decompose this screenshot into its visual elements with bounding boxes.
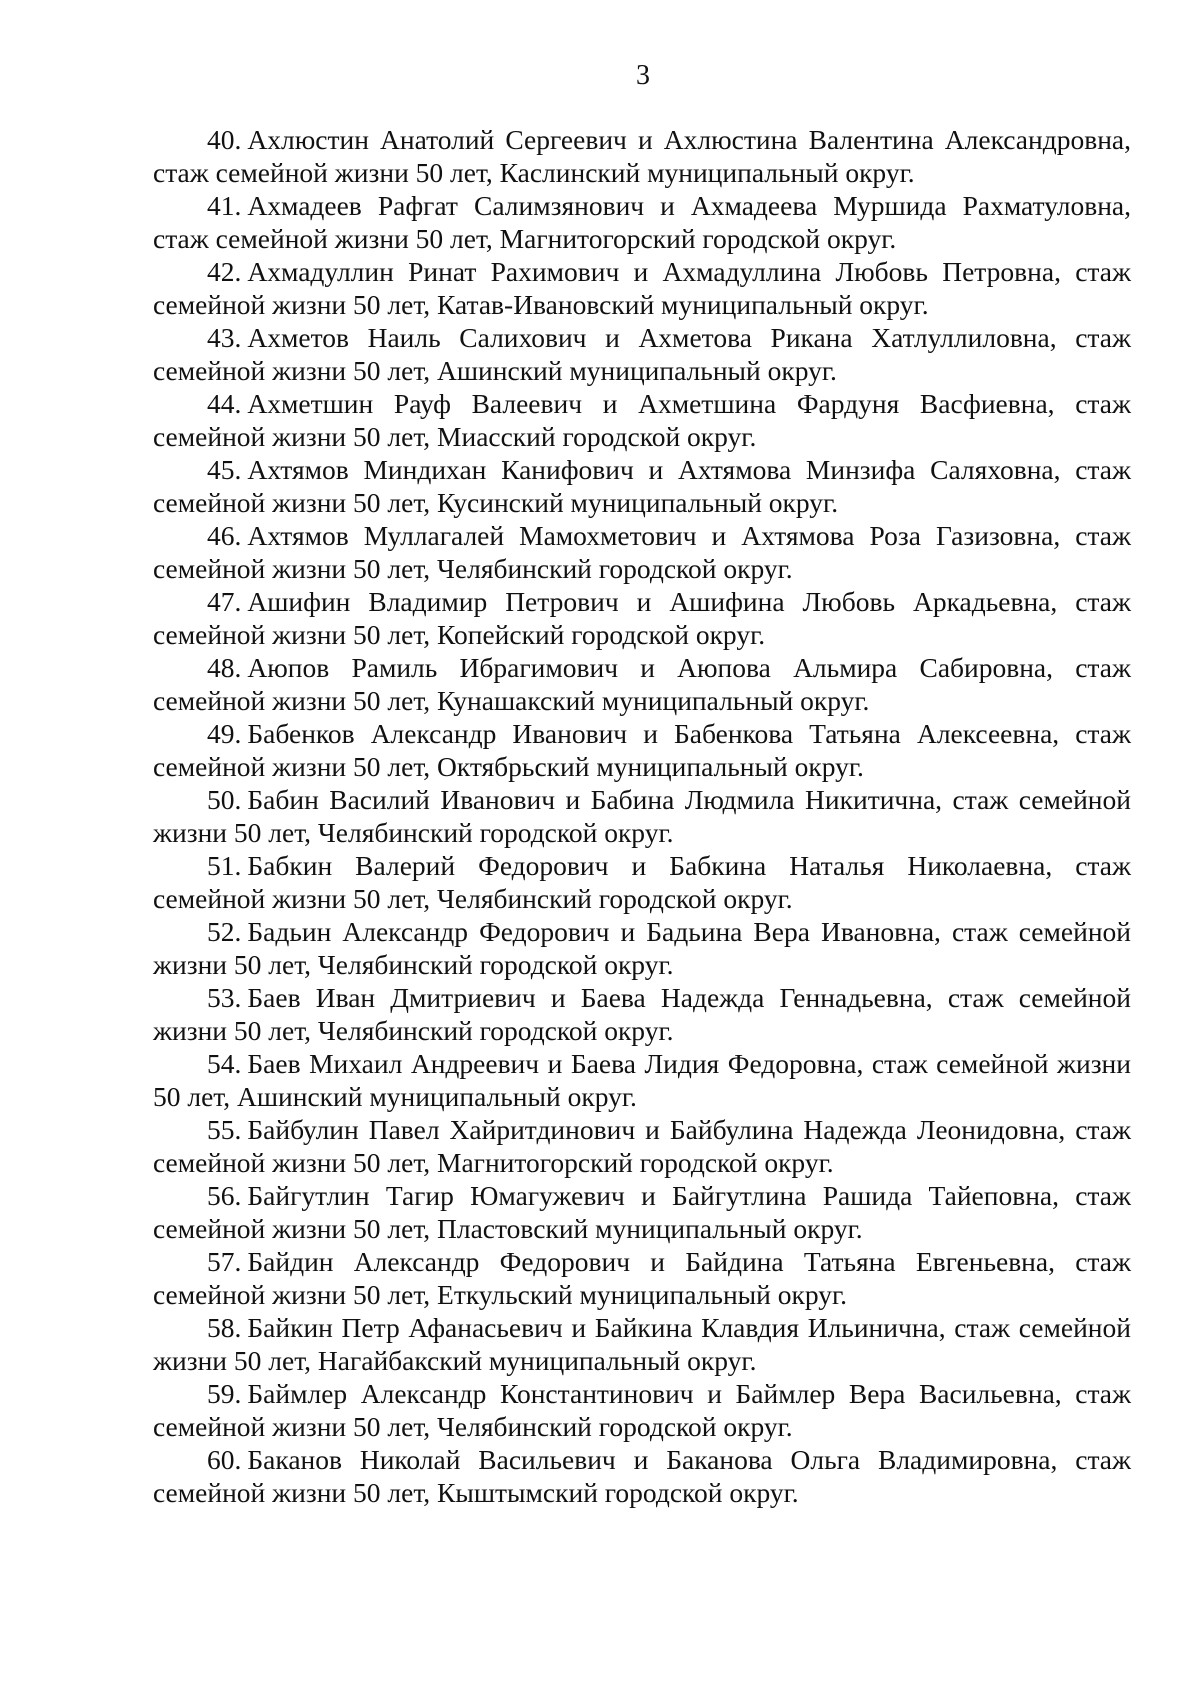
item-text: Баев Иван Дмитриевич и Баева Надежда Геннадьевна, стаж семейной жизни 50 лет, Челябинский городской округ.	[153, 982, 1131, 1046]
item-number: 44.	[207, 388, 242, 419]
item-number: 45.	[207, 454, 242, 485]
item-number: 57.	[207, 1246, 242, 1277]
page-number: 3	[636, 60, 650, 91]
list-item	[153, 256, 1131, 321]
list-item	[153, 784, 1131, 849]
item-number: 52.	[207, 916, 242, 947]
list-item	[153, 1048, 1131, 1113]
item-number: 60.	[207, 1444, 242, 1475]
list-item	[153, 1180, 1131, 1245]
list-item	[153, 652, 1131, 717]
item-number: 58.	[207, 1312, 242, 1343]
item-number: 53.	[207, 982, 242, 1013]
item-text: Ахтямов Муллагалей Мамохметович и Ахтямова Роза Газизовна, стаж семейной жизни 50 лет, Челябинский городской округ.	[153, 520, 1131, 584]
list-item	[153, 982, 1131, 1047]
item-number: 42.	[207, 256, 242, 287]
list-item	[153, 1114, 1131, 1179]
list-item	[153, 520, 1131, 585]
item-number: 51.	[207, 850, 242, 881]
item-text: Ахметов Наиль Салихович и Ахметова Рикана Хатлуллиловна, стаж семейной жизни 50 лет, Ашинский муниципальный округ.	[153, 322, 1131, 386]
item-text: Бабенков Александр Иванович и Бабенкова Татьяна Алексеевна, стаж семейной жизни 50 лет, Октябрьский муниципальный округ.	[153, 718, 1131, 782]
list-item	[153, 1246, 1131, 1311]
item-text: Ахмадеев Рафгат Салимзянович и Ахмадеева Муршида Рахматуловна, стаж семейной жизни 50 лет, Магнитогорский городской округ.	[153, 190, 1131, 254]
item-number: 49.	[207, 718, 242, 749]
item-text: Баканов Николай Васильевич и Баканова Ольга Владимировна, стаж семейной жизни 50 лет, Кыштымский городской округ.	[153, 1444, 1131, 1508]
item-number: 47.	[207, 586, 242, 617]
list-item	[153, 1378, 1131, 1443]
item-text: Ашифин Владимир Петрович и Ашифина Любовь Аркадьевна, стаж семейной жизни 50 лет, Копейский городской округ.	[153, 586, 1131, 650]
entry-list	[153, 124, 1131, 1510]
list-item	[153, 190, 1131, 255]
list-item	[153, 916, 1131, 981]
item-text: Баймлер Александр Константинович и Баймлер Вера Васильевна, стаж семейной жизни 50 лет, Челябинский городской округ.	[153, 1378, 1131, 1442]
list-item	[153, 1444, 1131, 1509]
list-item	[153, 124, 1131, 189]
item-number: 41.	[207, 190, 242, 221]
list-item	[153, 454, 1131, 519]
list-item	[153, 586, 1131, 651]
item-text: Байдин Александр Федорович и Байдина Татьяна Евгеньевна, стаж семейной жизни 50 лет, Еткульский муниципальный округ.	[153, 1246, 1131, 1310]
item-text: Бабкин Валерий Федорович и Бабкина Наталья Николаевна, стаж семейной жизни 50 лет, Челябинский городской округ.	[153, 850, 1131, 914]
item-number: 54.	[207, 1048, 242, 1079]
item-number: 46.	[207, 520, 242, 551]
item-text: Ахметшин Рауф Валеевич и Ахметшина Фардуня Васфиевна, стаж семейной жизни 50 лет, Миасский городской округ.	[153, 388, 1131, 452]
item-text: Ахлюстин Анатолий Сергеевич и Ахлюстина Валентина Александровна, стаж семейной жизни 50 лет, Каслинский муниципальный округ.	[153, 124, 1131, 188]
list-item	[153, 1312, 1131, 1377]
item-text: Бадьин Александр Федорович и Бадьина Вера Ивановна, стаж семейной жизни 50 лет, Челябинский городской округ.	[153, 916, 1131, 980]
item-number: 43.	[207, 322, 242, 353]
item-text: Байбулин Павел Хайритдинович и Байбулина Надежда Леонидовна, стаж семейной жизни 50 лет, Магнитогорский городской округ.	[153, 1114, 1131, 1178]
list-item	[153, 322, 1131, 387]
item-number: 50.	[207, 784, 242, 815]
item-number: 59.	[207, 1378, 242, 1409]
item-text: Бабин Василий Иванович и Бабина Людмила Никитична, стаж семейной жизни 50 лет, Челябинский городской округ.	[153, 784, 1131, 848]
list-item	[153, 388, 1131, 453]
item-text: Байкин Петр Афанасьевич и Байкина Клавдия Ильинична, стаж семейной жизни 50 лет, Нагайбакский муниципальный округ.	[153, 1312, 1131, 1376]
item-text: Ахмадуллин Ринат Рахимович и Ахмадуллина Любовь Петровна, стаж семейной жизни 50 лет, Катав-Ивановский муниципальный округ.	[153, 256, 1131, 320]
item-number: 48.	[207, 652, 242, 683]
list-item	[153, 850, 1131, 915]
item-text: Ахтямов Миндихан Канифович и Ахтямова Минзифа Саляховна, стаж семейной жизни 50 лет, Кусинский муниципальный округ.	[153, 454, 1131, 518]
item-text: Аюпов Рамиль Ибрагимович и Аюпова Альмира Сабировна, стаж семейной жизни 50 лет, Кунашакский муниципальный округ.	[153, 652, 1131, 716]
list-item	[153, 718, 1131, 783]
item-number: 55.	[207, 1114, 242, 1145]
item-number: 56.	[207, 1180, 242, 1211]
item-number: 40.	[207, 124, 242, 155]
item-text: Байгутлин Тагир Юмагужевич и Байгутлина Рашида Тайеповна, стаж семейной жизни 50 лет, Пластовский муниципальный округ.	[153, 1180, 1131, 1244]
item-text: Баев Михаил Андреевич и Баева Лидия Федоровна, стаж семейной жизни 50 лет, Ашинский муниципальный округ.	[153, 1048, 1131, 1112]
